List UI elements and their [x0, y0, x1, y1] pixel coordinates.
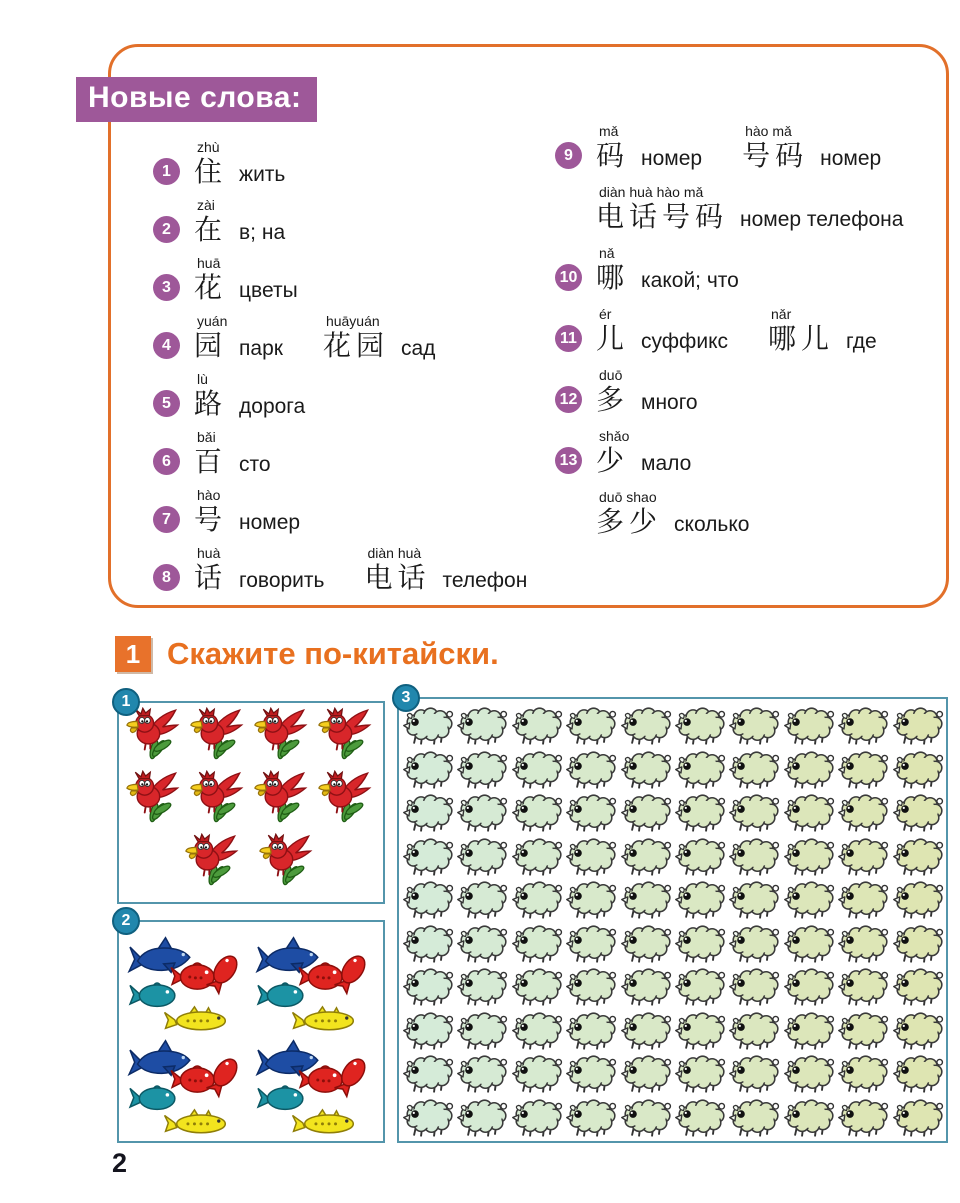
sheep-icon — [620, 1011, 672, 1050]
sheep-icon — [837, 750, 889, 789]
russian-text: много — [641, 391, 698, 414]
hanzi-text: 路 — [194, 387, 228, 420]
sheep-icon — [892, 1054, 944, 1093]
sheep-icon — [783, 1098, 835, 1137]
parrot-row — [123, 770, 379, 833]
sheep-icon — [892, 793, 944, 832]
sheep-icon — [565, 924, 617, 963]
word-line — [194, 503, 300, 537]
vocab-word — [742, 123, 881, 173]
sheep-icon — [620, 967, 672, 1006]
sheep-icon — [837, 1011, 889, 1050]
picture-box-fish — [117, 912, 385, 1143]
sheep-icon — [728, 1098, 780, 1137]
word-line — [742, 139, 881, 173]
pinyin-text: diàn huà — [367, 545, 422, 561]
sheep-icon — [511, 1054, 563, 1093]
vocab-word — [194, 487, 300, 537]
sheep-icon — [837, 1098, 889, 1137]
sheep-icon — [728, 1011, 780, 1050]
vocab-entry — [555, 306, 929, 367]
russian-text: где — [846, 330, 877, 353]
sheep-icon — [892, 706, 944, 745]
vocab-word — [596, 306, 728, 356]
picture-box-1-badge: 1 — [112, 688, 140, 716]
pinyin-text: duō — [599, 367, 623, 383]
word-line — [596, 139, 702, 173]
sheep-icon — [456, 967, 508, 1006]
picture-box-parrots — [117, 693, 385, 904]
sheep-icon — [511, 706, 563, 745]
sheep-icon — [456, 924, 508, 963]
word-line — [194, 271, 298, 305]
word-line — [364, 561, 527, 595]
sheep-icon — [837, 1054, 889, 1093]
vocab-entry — [555, 367, 929, 428]
vocab-word — [194, 197, 285, 247]
sheep-icon — [674, 1054, 726, 1093]
sheep-icon — [837, 880, 889, 919]
pinyin-text: ér — [599, 306, 612, 322]
sheep-icon — [674, 880, 726, 919]
vocab-word — [596, 428, 691, 478]
sheep-icon — [783, 924, 835, 963]
sheep-icon — [565, 880, 617, 919]
hanzi-text: 号 — [194, 503, 228, 536]
hanzi-text: 少 — [596, 444, 630, 477]
sheep-icon — [565, 1011, 617, 1050]
sheep-icon — [620, 706, 672, 745]
sheep-icon — [565, 1098, 617, 1137]
sheep-icon — [565, 967, 617, 1006]
sheep-icon — [728, 750, 780, 789]
word-line — [768, 322, 877, 356]
russian-text: номер телефона — [740, 208, 904, 231]
sheep-icon — [728, 1054, 780, 1093]
sheep-icon — [620, 793, 672, 832]
sheep-icon — [728, 706, 780, 745]
sheep-icon — [892, 924, 944, 963]
picture-box-sheep — [397, 689, 948, 1143]
sheep-icon — [783, 837, 835, 876]
sheep-icon — [783, 1011, 835, 1050]
sheep-icon — [620, 1054, 672, 1093]
sheep-icon — [511, 793, 563, 832]
pinyin-text: bǎi — [197, 429, 216, 445]
parrot-icon — [253, 770, 313, 825]
fish-group-icon — [253, 934, 377, 1033]
sheep-icon — [620, 750, 672, 789]
sheep-icon — [783, 967, 835, 1006]
sheep-icon — [565, 706, 617, 745]
sheep-icon — [892, 750, 944, 789]
entry-number-badge: 3 — [153, 274, 180, 301]
pinyin-text: huāyuán — [325, 313, 380, 329]
parrot-icon — [125, 770, 185, 825]
word-line — [194, 155, 285, 189]
vocab-word — [364, 545, 527, 595]
pinyin-text: nǎ — [599, 245, 615, 261]
russian-text: номер — [641, 147, 703, 170]
pinyin-text: mǎ — [599, 123, 619, 139]
hanzi-text: 号码 — [742, 139, 809, 172]
hanzi-text: 儿 — [596, 322, 630, 355]
hanzi-text: 电话 — [364, 561, 431, 594]
sheep-icon — [783, 793, 835, 832]
entry-number-badge: 4 — [153, 332, 180, 359]
sheep-icon — [783, 750, 835, 789]
russian-text: номер — [239, 511, 301, 534]
sheep-icon — [402, 1054, 454, 1093]
fish-grid — [119, 922, 383, 1140]
russian-text: жить — [239, 163, 286, 186]
sheep-icon — [402, 1011, 454, 1050]
pinyin-text: hào mǎ — [745, 123, 792, 139]
pinyin-text: nǎr — [771, 306, 792, 322]
sheep-icon — [837, 706, 889, 745]
sheep-icon — [674, 967, 726, 1006]
exercise-number-badge: 1 — [115, 636, 151, 672]
russian-text: парк — [239, 337, 283, 360]
entry-number-badge: 2 — [153, 216, 180, 243]
sheep-icon — [456, 793, 508, 832]
sheep-icon — [892, 837, 944, 876]
hanzi-text: 哪 — [596, 261, 630, 294]
word-line — [194, 213, 285, 247]
vocab-word — [194, 429, 271, 479]
sheep-icon — [402, 793, 454, 832]
fish-group-icon — [125, 1037, 249, 1136]
picture-box-2-badge: 2 — [112, 907, 140, 935]
sheep-icon — [728, 880, 780, 919]
vocab-column-right — [555, 123, 929, 550]
sheep-icon — [728, 924, 780, 963]
sheep-icon — [456, 1054, 508, 1093]
hanzi-text: 话 — [194, 561, 228, 594]
sheep-icon — [402, 1098, 454, 1137]
sheep-icon — [620, 837, 672, 876]
vocab-entry — [555, 184, 929, 245]
word-line — [596, 505, 749, 539]
sheep-icon — [783, 706, 835, 745]
sheep-icon — [674, 1011, 726, 1050]
hanzi-text: 住 — [194, 155, 228, 188]
word-line — [596, 444, 691, 478]
sheep-icon — [456, 750, 508, 789]
entry-number-badge: 9 — [555, 142, 582, 169]
vocab-entry — [555, 123, 929, 184]
vocab-word — [194, 313, 283, 363]
pinyin-text: yuán — [197, 313, 228, 329]
picture-box-3-badge: 3 — [392, 684, 420, 712]
sheep-icon — [620, 880, 672, 919]
parrot-row — [123, 707, 379, 770]
word-line — [596, 383, 698, 417]
sheep-icon — [674, 924, 726, 963]
russian-text: какой; что — [641, 269, 739, 292]
vocab-word — [194, 545, 324, 595]
hanzi-text: 园 — [194, 329, 228, 362]
entry-number-badge: 13 — [555, 447, 582, 474]
pinyin-text: zài — [197, 197, 215, 213]
sheep-icon — [892, 1098, 944, 1137]
sheep-icon — [565, 837, 617, 876]
russian-text: в; на — [239, 221, 286, 244]
vocab-entry — [153, 545, 553, 603]
vocab-entry — [153, 197, 553, 255]
sheep-icon — [565, 793, 617, 832]
russian-text: телефон — [442, 569, 528, 592]
russian-text: сто — [239, 453, 271, 476]
sheep-grid — [399, 699, 946, 1141]
entry-number-badge: 12 — [555, 386, 582, 413]
fish-group-icon — [125, 934, 249, 1033]
sheep-icon — [511, 750, 563, 789]
sheep-icon — [892, 1011, 944, 1050]
vocab-word — [596, 184, 903, 234]
vocab-entry — [153, 255, 553, 313]
entry-number-badge: 5 — [153, 390, 180, 417]
vocab-word — [596, 489, 749, 539]
russian-text: дорога — [239, 395, 306, 418]
exercise-title: Скажите по-китайски. — [167, 636, 499, 671]
sheep-icon — [456, 1011, 508, 1050]
hanzi-text: 花 — [194, 271, 228, 304]
sheep-icon — [728, 793, 780, 832]
vocab-entry — [153, 313, 553, 371]
parrot-icon — [189, 707, 249, 762]
russian-text: номер — [820, 147, 882, 170]
vocab-word — [596, 123, 702, 173]
sheep-icon — [783, 880, 835, 919]
sheep-icon — [892, 880, 944, 919]
sheep-icon — [728, 967, 780, 1006]
vocab-word — [323, 313, 435, 363]
hanzi-text: 电话号码 — [596, 200, 729, 233]
sheep-icon — [402, 706, 454, 745]
entry-number-badge: 10 — [555, 264, 582, 291]
word-line — [194, 329, 283, 363]
sheep-icon — [402, 750, 454, 789]
sheep-icon — [674, 1098, 726, 1137]
sheep-icon — [783, 1054, 835, 1093]
vocab-word — [768, 306, 877, 356]
pinyin-text: zhù — [197, 139, 220, 155]
vocab-entry — [153, 487, 553, 545]
sheep-icon — [565, 750, 617, 789]
pinyin-text: shǎo — [599, 428, 630, 444]
word-line — [194, 561, 324, 595]
parrot-icon — [189, 770, 249, 825]
sheep-icon — [892, 967, 944, 1006]
sheep-icon — [456, 880, 508, 919]
vocab-word — [194, 371, 305, 421]
vocab-word — [194, 255, 298, 305]
russian-text: сколько — [674, 513, 750, 536]
vocab-box — [88, 44, 949, 608]
parrot-icon — [258, 833, 318, 888]
hanzi-text: 在 — [194, 213, 228, 246]
sheep-icon — [402, 837, 454, 876]
vocab-word — [194, 139, 285, 189]
sheep-icon — [728, 837, 780, 876]
sheep-icon — [620, 924, 672, 963]
exercise-header — [115, 636, 499, 672]
sheep-icon — [511, 880, 563, 919]
sheep-icon — [837, 793, 889, 832]
sheep-icon — [674, 837, 726, 876]
parrot-icon — [317, 707, 377, 762]
pinyin-text: hào — [197, 487, 221, 503]
vocab-box-title: Новые слова: — [76, 77, 317, 122]
parrot-icon — [253, 707, 313, 762]
parrot-icon — [125, 707, 185, 762]
vocab-entry — [153, 371, 553, 429]
hanzi-text: 多少 — [596, 505, 663, 538]
entry-number-badge: 8 — [153, 564, 180, 591]
sheep-icon — [837, 924, 889, 963]
russian-text: суффикс — [641, 330, 728, 353]
pinyin-text: diàn huà hào mǎ — [599, 184, 704, 200]
russian-text: сад — [400, 337, 436, 360]
vocab-column-left — [153, 139, 553, 603]
word-line — [596, 261, 739, 295]
vocab-entry — [555, 428, 929, 489]
vocab-word — [596, 245, 739, 295]
sheep-icon — [674, 793, 726, 832]
sheep-icon — [511, 967, 563, 1006]
russian-text: цветы — [239, 279, 298, 302]
word-line — [323, 329, 435, 363]
sheep-icon — [837, 967, 889, 1006]
russian-text: мало — [641, 452, 692, 475]
sheep-icon — [674, 706, 726, 745]
vocab-entry — [555, 489, 929, 550]
vocab-entry — [153, 139, 553, 197]
entry-number-badge: 7 — [153, 506, 180, 533]
hanzi-text: 花园 — [322, 329, 389, 362]
pinyin-text: lù — [197, 371, 208, 387]
sheep-icon — [511, 1011, 563, 1050]
sheep-icon — [456, 837, 508, 876]
sheep-icon — [565, 1054, 617, 1093]
word-line — [596, 322, 728, 356]
pinyin-text: duō shao — [599, 489, 657, 505]
sheep-icon — [456, 706, 508, 745]
russian-text: говорить — [239, 569, 325, 592]
parrot-row — [123, 833, 379, 896]
hanzi-text: 多 — [596, 383, 630, 416]
word-line — [194, 387, 305, 421]
hanzi-text: 码 — [596, 139, 630, 172]
vocab-word — [596, 367, 698, 417]
vocab-entry — [153, 429, 553, 487]
parrot-icon — [184, 833, 244, 888]
hanzi-text: 百 — [194, 445, 228, 478]
entry-number-badge: 11 — [555, 325, 582, 352]
page-number: 2 — [112, 1148, 128, 1178]
fish-group-icon — [253, 1037, 377, 1136]
sheep-icon — [456, 1098, 508, 1137]
sheep-icon — [620, 1098, 672, 1137]
vocab-entry — [555, 245, 929, 306]
entry-number-badge: 1 — [153, 158, 180, 185]
word-line — [596, 200, 903, 234]
pinyin-text: huā — [197, 255, 221, 271]
sheep-icon — [511, 924, 563, 963]
parrot-icon — [317, 770, 377, 825]
sheep-icon — [674, 750, 726, 789]
sheep-icon — [511, 837, 563, 876]
pinyin-text: huà — [197, 545, 221, 561]
parrot-grid — [119, 703, 383, 900]
sheep-icon — [402, 967, 454, 1006]
sheep-icon — [837, 837, 889, 876]
sheep-icon — [511, 1098, 563, 1137]
hanzi-text: 哪儿 — [768, 322, 835, 355]
entry-number-badge: 6 — [153, 448, 180, 475]
word-line — [194, 445, 271, 479]
sheep-icon — [402, 880, 454, 919]
sheep-icon — [402, 924, 454, 963]
